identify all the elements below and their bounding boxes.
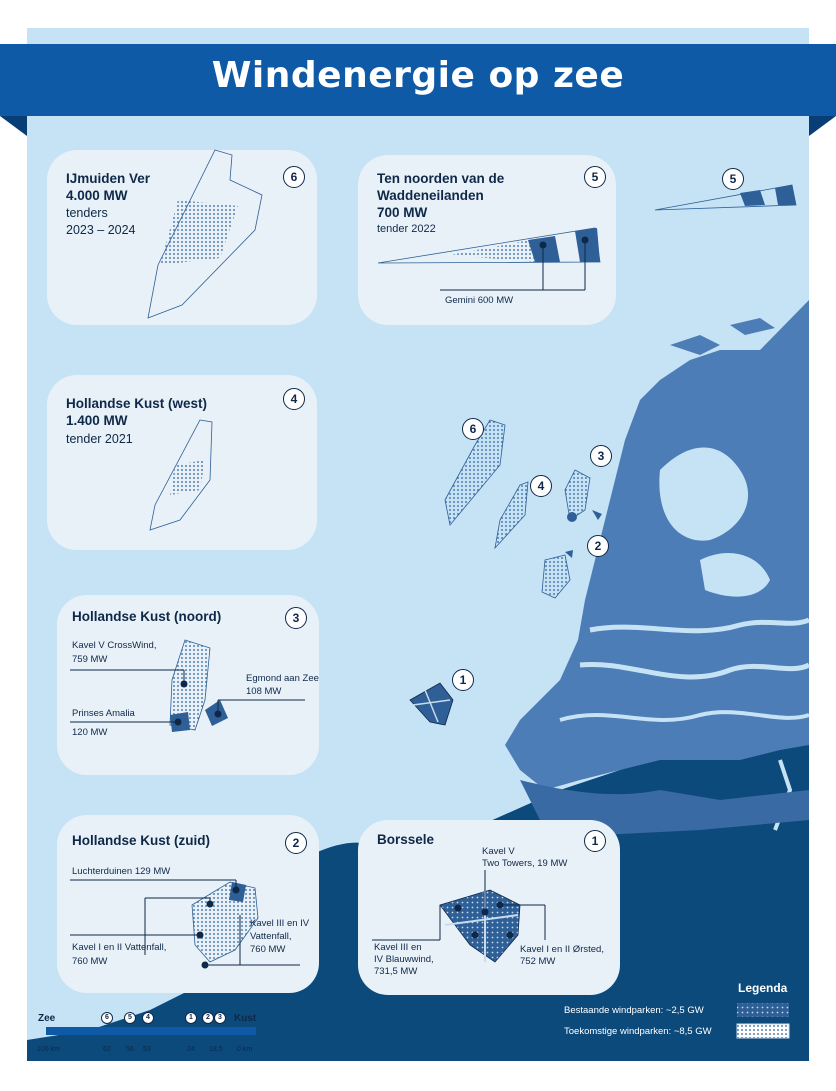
callout-dot [197, 932, 204, 939]
vattenfall-1-2-line1: Kavel I en II Vattenfall, [72, 942, 167, 953]
card5-capacity: 700 MW [377, 205, 428, 220]
scale-marker-4: 4 [142, 1012, 154, 1024]
scale-km-1: 24 [187, 1046, 195, 1053]
vattenfall-3-4-line3: 760 MW [250, 944, 286, 955]
callout-dot [215, 711, 222, 718]
amalia-callout-line1: Prinses Amalia [72, 708, 135, 719]
blauwwind-line2: IV Blauwwind, [374, 954, 434, 965]
card6-line1: tenders [66, 206, 108, 220]
scale-marker-2: 2 [202, 1012, 214, 1024]
legend-future-swatch-dots [737, 1024, 789, 1038]
gemini-callout: Gemini 600 MW [445, 295, 514, 306]
callout-dot [207, 901, 214, 908]
orsted-line1: Kavel I en II Ørsted, [520, 944, 604, 955]
map-marker-4: 4 [530, 475, 552, 497]
card4-capacity: 1.400 MW [66, 413, 128, 428]
card3-number-badge: 3 [285, 607, 307, 629]
card3-name: Hollandse Kust (noord) [72, 609, 222, 624]
card6-number-badge: 6 [283, 166, 305, 188]
callout-dot [233, 887, 240, 894]
card4-name: Hollandse Kust (west) [66, 396, 208, 411]
page-title: Windenergie op zee [211, 55, 625, 96]
legend-future-label: Toekomstige windparken: ~8,5 GW [564, 1026, 712, 1037]
map-marker-6: 6 [462, 418, 484, 440]
card4-line1: tender 2021 [66, 432, 133, 446]
card6-capacity: 4.000 MW [66, 188, 128, 203]
card5-number-badge: 5 [584, 166, 606, 188]
scale-start-label: 100 km [37, 1046, 60, 1053]
callout-dot [497, 902, 504, 909]
orsted-line2: 752 MW [520, 956, 556, 967]
card5-name-line1: Ten noorden van de [377, 171, 505, 186]
card5-name-line2: Waddeneilanden [377, 188, 484, 203]
distance-scale-bar [46, 1027, 256, 1035]
card6-name: IJmuiden Ver [66, 171, 151, 186]
banner-fold-right [809, 116, 836, 136]
scale-km-5: 56 [126, 1046, 134, 1053]
luchterduinen-callout: Luchterduinen 129 MW [72, 866, 171, 877]
card1-number-badge: 1 [584, 830, 606, 852]
scale-marker-1: 1 [185, 1012, 197, 1024]
amalia-callout-line2: 120 MW [72, 727, 108, 738]
blauwwind-line1: Kavel III en [374, 942, 422, 953]
vattenfall-1-2-line2: 760 MW [72, 956, 108, 967]
scale-marker-5: 5 [124, 1012, 136, 1024]
scale-km-6: 62 [103, 1046, 111, 1053]
map-marker-5: 5 [722, 168, 744, 190]
callout-dot [482, 909, 489, 916]
card2-name: Hollandse Kust (zuid) [72, 833, 210, 848]
callout-dot [455, 905, 462, 912]
legend-existing-label: Bestaande windparken: ~2,5 GW [564, 1005, 704, 1016]
legend-title: Legenda [738, 981, 788, 995]
scale-km-2: 18,5 [209, 1046, 223, 1053]
callout-dot [582, 237, 589, 244]
blauwwind-line3: 731,5 MW [374, 966, 418, 977]
map-marker-3: 3 [590, 445, 612, 467]
crosswind-callout-line2: 759 MW [72, 654, 108, 665]
card2-number-badge: 2 [285, 832, 307, 854]
callout-dot [175, 719, 182, 726]
card5-line1: tender 2022 [377, 223, 436, 235]
hk-west-area [170, 460, 205, 495]
scale-right-label: Kust [234, 1013, 257, 1024]
map-site-3-existing [567, 512, 577, 522]
callout-dot [540, 242, 547, 249]
callout-dot [181, 681, 188, 688]
vattenfall-3-4-line2: Vattenfall, [250, 931, 292, 942]
vattenfall-3-4-line1: Kavel III en IV [250, 918, 310, 929]
callout-dot [472, 932, 479, 939]
scale-marker-3: 3 [214, 1012, 226, 1024]
scale-left-label: Zee [38, 1013, 56, 1024]
map-marker-2: 2 [587, 535, 609, 557]
crosswind-callout-line1: Kavel V CrossWind, [72, 640, 157, 651]
callout-dot [202, 962, 209, 969]
banner-fold-left [0, 116, 27, 136]
card6-line2: 2023 – 2024 [66, 223, 136, 237]
card1-name: Borssele [377, 832, 435, 847]
egmond-callout-line1: Egmond aan Zee [246, 673, 319, 684]
legend-existing-swatch [737, 1003, 789, 1017]
map-marker-1: 1 [452, 669, 474, 691]
egmond-callout-line2: 108 MW [246, 686, 282, 697]
scale-end-label: 0 km [237, 1046, 253, 1053]
two-towers-line1: Kavel V [482, 846, 515, 857]
two-towers-line2: Two Towers, 19 MW [482, 858, 568, 869]
scale-km-4: 53 [143, 1046, 151, 1053]
callout-dot [507, 932, 514, 939]
card4-number-badge: 4 [283, 388, 305, 410]
scale-marker-6: 6 [101, 1012, 113, 1024]
